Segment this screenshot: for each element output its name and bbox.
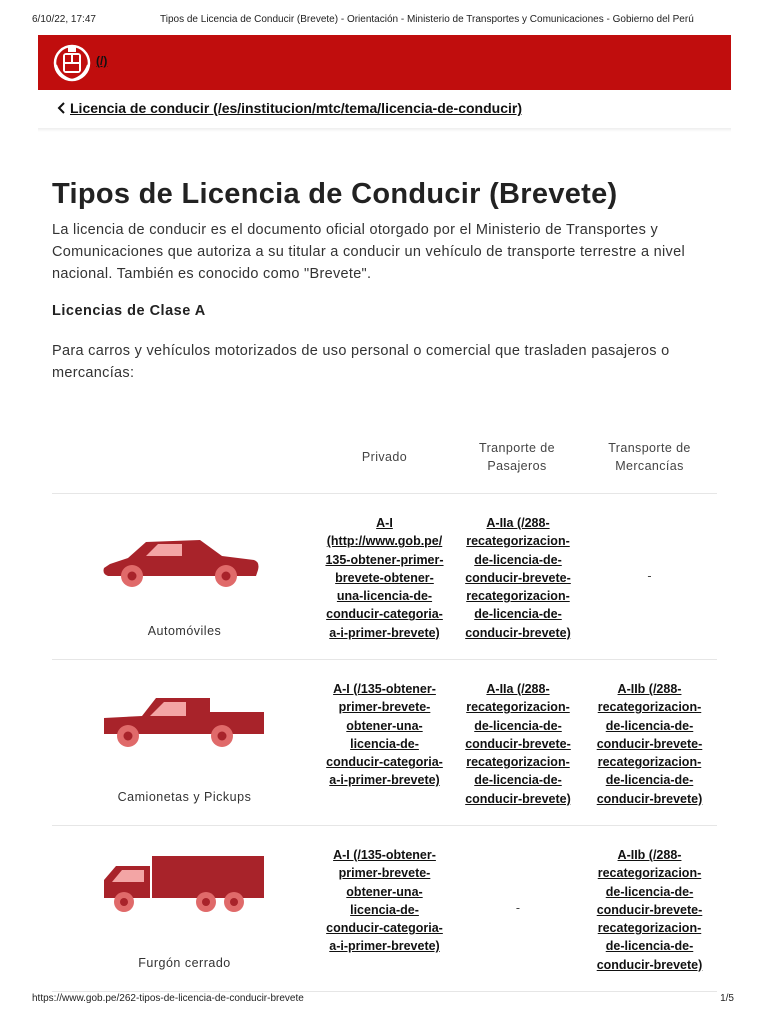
table-row	[52, 660, 717, 826]
license-table	[52, 430, 717, 992]
print-footer	[0, 993, 768, 1007]
table-header	[52, 430, 717, 494]
license-link-a-i[interactable]: A-I (/135-obtener- primer-brevete- obtener-una- licencia-de- conducir-categoria- a-i-primer-brevete)	[326, 682, 443, 788]
section-heading: Licencias de Clase A	[52, 303, 206, 319]
license-link-a-iia[interactable]: A-IIa (/288- recategorizacion- de-licencia-de- conducir-brevete- recategorizacion- de-licencia-de- conducir-brevete)	[465, 516, 571, 640]
vehicle-cell	[52, 826, 317, 991]
section-description: Para carros y vehículos motorizados de uso personal o comercial que trasladen pasajeros o mercancías:	[52, 343, 670, 381]
print-page-title: Tipos de Licencia de Conducir (Brevete) - Orientación - Ministerio de Transportes y Comunicaciones - Gobierno del Perú	[160, 14, 694, 25]
breadcrumb-link-licencia[interactable]: Licencia de conducir (/es/institucion/mtc/tema/licencia-de-conducir)	[70, 100, 522, 116]
license-link-a-i[interactable]: A-I (http://www.gob.pe/ 135-obtener-primer- brevete-obtener- una-licencia-de- conducir-categoria- a-i-primer-brevete)	[325, 516, 444, 640]
box-truck-icon	[98, 850, 268, 920]
peru-coat-of-arms-icon[interactable]	[52, 43, 92, 83]
table-row	[52, 494, 717, 660]
breadcrumb	[56, 100, 522, 116]
print-datetime: 6/10/22, 17:47	[32, 14, 96, 25]
page-title: Tipos de Licencia de Conducir (Brevete)	[52, 178, 618, 210]
pickup-truck-icon	[98, 688, 268, 758]
table-row	[52, 826, 717, 992]
vehicle-label: Furgón cerrado	[138, 956, 231, 970]
car-icon	[98, 524, 268, 594]
print-url: https://www.gob.pe/262-tipos-de-licencia-de-conducir-brevete	[32, 993, 304, 1004]
license-link-a-iia[interactable]: A-IIa (/288- recategorizacion- de-licencia-de- conducir-brevete- recategorizacion- de-licencia-de- conducir-brevete)	[465, 682, 571, 806]
license-link-a-i[interactable]: A-I (/135-obtener- primer-brevete- obtener-una- licencia-de- conducir-categoria- a-i-primer-brevete)	[326, 848, 443, 954]
license-link-a-iib[interactable]: A-IIb (/288- recategorizacion- de-licencia-de- conducir-brevete- recategorizacion- de-licencia-de- conducir-brevete)	[596, 682, 703, 806]
license-link-a-iib[interactable]: A-IIb (/288- recategorizacion- de-licencia-de- conducir-brevete- recategorizacion- de-licencia-de- conducir-brevete)	[596, 848, 703, 972]
chevron-left-icon	[56, 101, 68, 115]
page-number: 1/5	[720, 993, 734, 1004]
empty-cell-dash: -	[515, 901, 521, 915]
vehicle-label: Automóviles	[147, 624, 222, 638]
home-link[interactable]: (/)	[96, 54, 108, 68]
breadcrumb-divider	[38, 128, 731, 132]
site-header	[38, 35, 731, 90]
header-transporte-pasajeros: Tranporte de Pasajeros	[479, 441, 555, 473]
vehicle-label: Camionetas y Pickups	[117, 790, 252, 804]
intro-paragraph: La licencia de conducir es el documento oficial otorgado por el Ministerio de Transportes y Comunicaciones que autoriza a su titular a conducir un vehículo de transporte terrestre a nivel nacional. También es conocido como "Brevete".	[52, 222, 685, 282]
empty-cell-dash: -	[647, 569, 652, 583]
vehicle-cell	[52, 660, 317, 825]
print-header	[0, 14, 768, 28]
vehicle-cell	[52, 494, 317, 659]
header-transporte-mercancias: Transporte de Mercancías	[608, 441, 691, 473]
header-privado: Privado	[361, 450, 408, 464]
